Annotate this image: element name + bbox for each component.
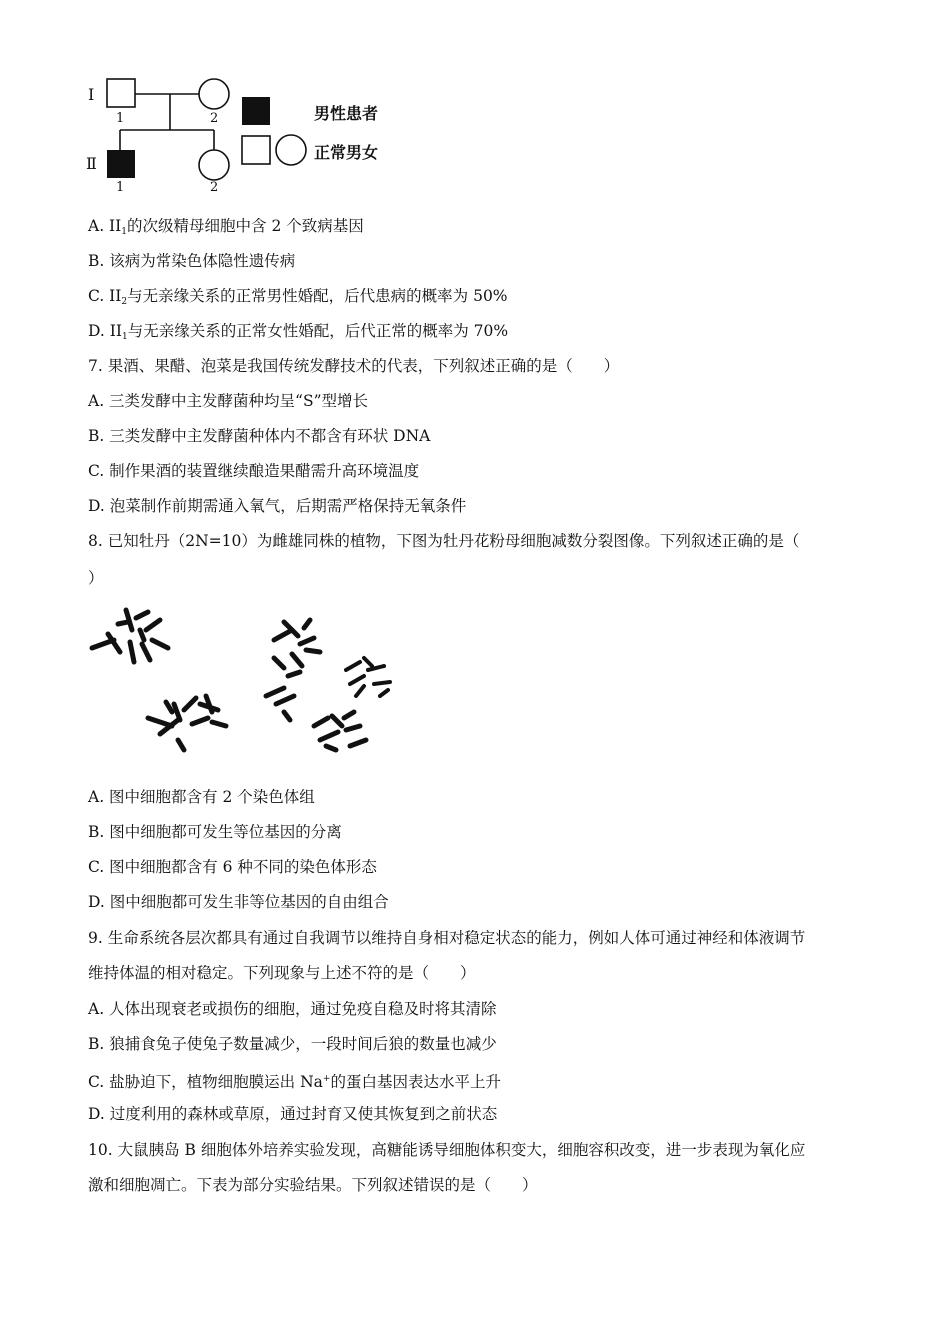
individual-i2-normal-female (199, 79, 229, 109)
q6-option-c: C. $II_2$与无亲缘关系的正常男性婚配，后代患病的概率为 50% (88, 287, 508, 307)
generation-ii-label: Ⅱ (86, 154, 97, 173)
individual-ii1-affected-male (107, 150, 135, 178)
ii2-number: 2 (210, 180, 219, 195)
chromosome-cluster-1 (92, 610, 168, 662)
q9-option-c: C. 盐胁迫下，植物细胞膜运出 Na+的蛋白基因表达水平上升 (88, 1073, 501, 1091)
generation-i-label: Ⅰ (88, 85, 95, 104)
pedigree-diagram (90, 70, 420, 190)
q7-option-b: B. 三类发酵中主发酵菌种体内不都含有环状 DNA (88, 427, 431, 445)
chromosome-cluster-5 (314, 712, 366, 750)
legend-normal-label: 正常男女 (314, 143, 379, 162)
legend-affected-male-square (242, 97, 270, 125)
q8-option-c: C. 图中细胞都含有 6 种不同的染色体形态 (88, 858, 377, 876)
q7-option-d: D. 泡菜制作前期需通入氧气，后期需严格保持无氧条件 (88, 497, 467, 515)
legend-normal-male-square (242, 136, 270, 164)
i1-number: 1 (116, 111, 125, 126)
chromosome-cluster-2 (148, 696, 226, 750)
q7-stem: 7. 果酒、果醋、泡菜是我国传统发酵技术的代表，下列叙述正确的是（ ） (88, 357, 620, 375)
individual-i1-normal-male (107, 79, 135, 107)
legend-patient-label: 男性患者 (314, 104, 379, 123)
i2-number: 2 (210, 111, 219, 126)
q9-stem-line1: 9. 生命系统各层次都具有通过自我调节以维持自身相对稳定状态的能力，例如人体可通过神经和体液调节 (88, 929, 806, 947)
q6-option-b: B. 该病为常染色体隐性遗传病 (88, 252, 296, 270)
q9-stem-line2: 维持体温的相对稳定。下列现象与上述不符的是（ ） (88, 964, 476, 982)
individual-ii2-normal-female (199, 150, 229, 180)
ii1-number: 1 (116, 180, 125, 195)
q8-stem-line2: ） (88, 569, 104, 587)
q9-option-b: B. 狼捕食兔子使兔子数量减少，一段时间后狼的数量也减少 (88, 1035, 497, 1053)
chromosome-cluster-4 (346, 658, 390, 696)
chromosome-cluster-3 (266, 620, 320, 720)
meiosis-chromosome-micrograph (88, 600, 408, 760)
legend-normal-female-circle (276, 135, 306, 165)
q7-option-c: C. 制作果酒的装置继续酿造果醋需升高环境温度 (88, 462, 420, 480)
q10-stem-line1: 10. 大鼠胰岛 B 细胞体外培养实验发现，高糖能诱导细胞体积变大，细胞容积改变，进一步表现为氧化应 (88, 1141, 806, 1159)
q8-stem-line1: 8. 已知牡丹（2N=10）为雌雄同株的植物，下图为牡丹花粉母细胞减数分裂图像。下列叙述正确的是（ (88, 532, 800, 550)
q10-stem-line2: 激和细胞凋亡。下表为部分实验结果。下列叙述错误的是（ ） (88, 1176, 538, 1194)
q6-option-d: D. $II_1$与无亲缘关系的正常女性婚配，后代正常的概率为 70% (88, 322, 509, 342)
q9-option-d: D. 过度利用的森林或草原，通过封育又使其恢复到之前状态 (88, 1105, 498, 1123)
q6-option-a: A. $II_1$的次级精母细胞中含 2 个致病基因 (88, 217, 364, 237)
q8-option-a: A. 图中细胞都含有 2 个染色体组 (88, 788, 315, 806)
q7-option-a: A. 三类发酵中主发酵菌种均呈“S”型增长 (88, 392, 369, 410)
q8-option-d: D. 图中细胞都可发生非等位基因的自由组合 (88, 893, 389, 911)
q9-option-a: A. 人体出现衰老或损伤的细胞，通过免疫自稳及时将其清除 (88, 1000, 497, 1018)
q8-option-b: B. 图中细胞都可发生等位基因的分离 (88, 823, 342, 841)
